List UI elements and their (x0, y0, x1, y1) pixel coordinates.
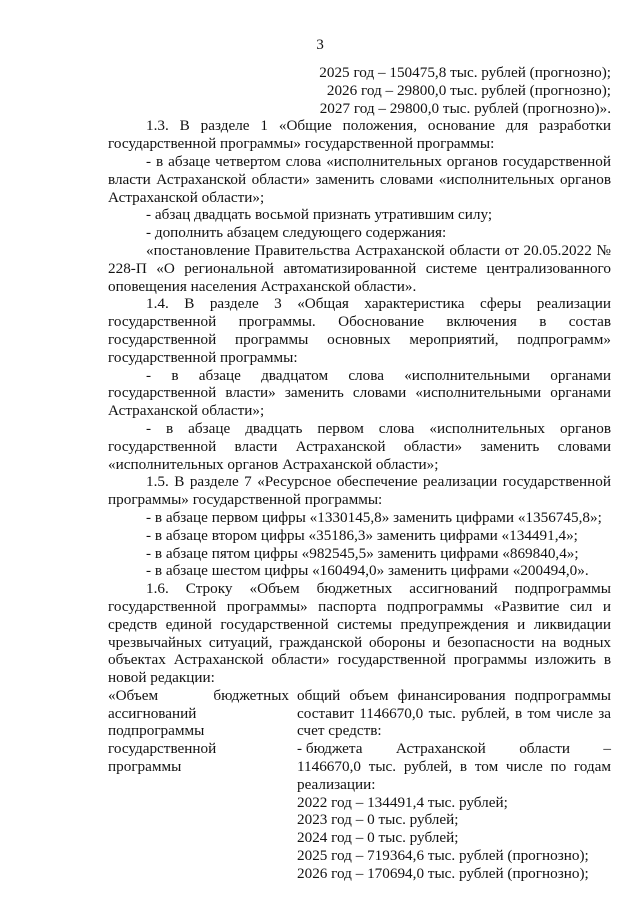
paragraph-item: - в абзаце двадцать первом слова «исполнительных органов государственной власти Астраханской области» заменить словами «исполнительных органов Астраханской области»; (108, 419, 611, 473)
year-line: 2027 год – 29800,0 тыс. рублей (прогнозно)». (319, 99, 611, 117)
passport-year: 2024 год – 0 тыс. рублей; (297, 829, 459, 847)
paragraph-item: - в абзаце шестом цифры «160494,0» заменить цифрами «200494,0». (146, 562, 589, 580)
document-body (108, 64, 611, 883)
passport-label: «Объем бюджетных ассигнований подпрограммы государственной программы (108, 686, 289, 776)
budget-word: – (603, 740, 611, 758)
budget-word: области (519, 740, 570, 758)
paragraph-item: - в абзаце первом цифры «1330145,8» заменить цифрами «1356745,8»; (146, 508, 602, 526)
paragraph-1-4: 1.4. В разделе 3 «Общая характеристика сферы реализации государственной программы. Обоснование включения в состав государственной программы основных мероприятий, подпрограмм» государственной программы: (108, 295, 611, 366)
passport-row (108, 687, 611, 883)
budget-word: Астраханской (395, 740, 486, 758)
passport-budget-line (297, 740, 611, 758)
year-line: 2025 год – 150475,8 тыс. рублей (прогнозно); (319, 64, 611, 81)
paragraph-1-3: 1.3. В разделе 1 «Общие положения, основание для разработки государственной программы» государственной программы: (108, 117, 611, 153)
paragraph-item: - в абзаце пятом цифры «982545,5» заменить цифрами «869840,4»; (146, 544, 579, 562)
passport-year: 2023 год – 0 тыс. рублей; (297, 811, 459, 829)
budget-word: - бюджета (297, 740, 363, 758)
paragraph-quote: «постановление Правительства Астраханской области от 20.05.2022 № 228-П «О региональной автоматизированной системе централизованного оповещения населения Астраханской области». (108, 241, 611, 295)
paragraph-item: - в абзаце двадцатом слова «исполнительными органами государственной власти» заменить словами «исполнительными органами Астраханской области»; (108, 366, 611, 420)
passport-value (297, 687, 611, 883)
passport-total: общий объем финансирования подпрограммы составит 1146670,0 тыс. рублей, в том числе за счет средств: (297, 686, 611, 740)
paragraph-item: - в абзаце втором цифры «35186,3» заменить цифрами «134491,4»; (146, 526, 578, 544)
passport-year: 2026 год – 170694,0 тыс. рублей (прогнозно); (297, 864, 589, 882)
passport-year: 2022 год – 134491,4 тыс. рублей; (297, 793, 508, 811)
year-line: 2026 год – 29800,0 тыс. рублей (прогнозно); (326, 81, 611, 99)
passport-budget-rest: 1146670,0 тыс. рублей, в том числе по годам реализации: (297, 758, 611, 793)
page-number: 3 (316, 36, 324, 53)
paragraph-item: - абзац двадцать восьмой признать утратившим силу; (146, 206, 493, 224)
paragraph-item: - дополнить абзацем следующего содержания: (146, 224, 447, 242)
top-years-block (108, 64, 611, 117)
passport-year: 2025 год – 719364,6 тыс. рублей (прогнозно); (297, 847, 589, 865)
paragraph-item: - в абзаце четвертом слова «исполнительных органов государственной власти Астраханской области» заменить словами «исполнительных органов Астраханской области»; (108, 152, 611, 206)
paragraph-1-6: 1.6. Строку «Объем бюджетных ассигнований подпрограммы государственной программы» паспорта подпрограммы «Развитие сил и средств единой государственной системы предупреждения и ликвидации чрезвычайных ситуаций, гражданской обороны и безопасности на водных объектах Астраханской области» государственной программы изложить в новой редакции: (108, 580, 611, 687)
paragraph-1-5: 1.5. В разделе 7 «Ресурсное обеспечение реализации государственной программы» государственной программы: (108, 473, 611, 509)
